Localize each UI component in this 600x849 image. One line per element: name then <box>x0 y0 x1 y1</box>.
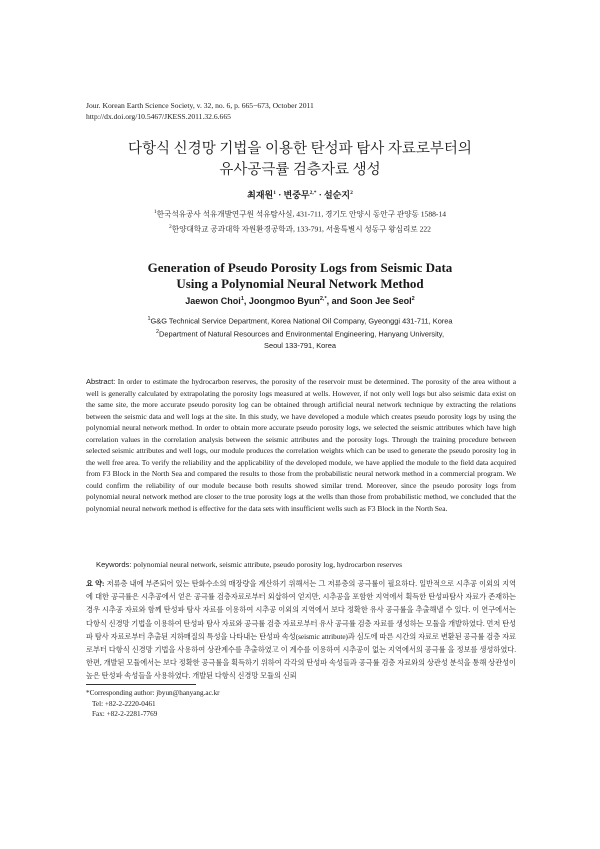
english-title-line1: Generation of Pseudo Porosity Logs from Seismic Data <box>147 260 453 275</box>
korean-summary-label: 요 약: <box>86 580 105 588</box>
korean-affiliation-1 <box>0 206 600 221</box>
korean-authors <box>0 188 600 201</box>
keywords-label: Keywords: <box>96 560 132 569</box>
abstract <box>86 376 516 514</box>
english-author-3: , and Soon Jee Seol <box>326 296 412 306</box>
english-title <box>0 260 600 292</box>
english-author-1: Jaewon Choi <box>185 296 241 306</box>
keywords-text: polynomial neural network, seismic attribute, pseudo porosity log, hydrocarbon reserves <box>131 560 403 569</box>
english-affiliation-1-text: G&G Technical Service Department, Korea National Oil Company, Gyeonggi 431-711, Korea <box>150 316 453 326</box>
english-affiliation-2 <box>0 327 600 340</box>
english-affiliation-2-sup: 2 <box>155 328 160 335</box>
korean-affiliation-2-sup: 2 <box>169 223 172 230</box>
keywords <box>96 559 516 570</box>
english-author-2: , Joongmoo Byun <box>243 296 320 306</box>
english-affiliation-1-sup: 1 <box>147 316 151 322</box>
korean-summary <box>86 578 516 684</box>
korean-title <box>0 139 600 181</box>
journal-doi[interactable]: http://dx.doi.org/10.5467/JKESS.2011.32.6.665 <box>86 112 231 121</box>
english-affiliation-2-text: Department of Natural Resources and Environmental Engineering, Hanyang University, <box>159 329 445 339</box>
abstract-text: In order to estimate the hydrocarbon reserves, the porosity of the reservoir must be determined. The porosity of the area without a well is generally calculated by extrapolating the porosity logs measured at wells. However, if not only well logs but also seismic data exist on the same site, the more accurate pseudo porosity log can be obtained through artificial neural network technique by extracting the relations between the seismic data and well logs at the site. In this study, we have developed a module which creates pseudo porosity logs by using the polynomial neural network method. In order to obtain more accurate pseudo porosity logs, we selected the seismic attributes which have high correlation values in the correlation analysis between the seismic attributes and the porosity logs. Through the training procedure between selected seismic attributes and well logs, our module produces the correlation weights which can be used to generate the pseudo porosity log in the well free area. To verify the reliability and the applicability of the developed module, we have applied the module to the field data acquired from F3 Block in the North Sea and compared the results to those from the probabilistic neural network method in a commercial program. We could confirm the reliability of our module because both results showed similar trend. Moreover, since the pseudo porosity logs from polynomial neural network method are closer to the true porosity logs at the wells than those from probabilistic method, we concluded that the polynomial neural network method is effective for the data sets with insufficient wells such as F3 Block in the North Sea. <box>86 377 516 513</box>
korean-affiliations <box>0 206 600 235</box>
corresponding-author: *Corresponding author: jbyun@hanyang.ac.kr <box>86 689 220 697</box>
korean-author-3: · 설순지 <box>316 190 351 200</box>
abstract-label: Abstract: <box>86 377 116 386</box>
english-author-3-sup: 2 <box>411 296 415 302</box>
korean-author-3-sup: 2 <box>350 190 353 196</box>
journal-header <box>86 100 314 122</box>
korean-summary-text: 저류층 내에 부존되어 있는 탄화수소의 매장량을 계산하기 위해서는 그 저류층의 공극률이 필요하다. 일반적으로 시추공 이외의 지역에 대한 공극률은 시추공에서 얻은 공극률 검층자료로부터 외삽하여 얻지만, 시추공을 포함한 지역에서 획득한 탄성파탐사 자료가 존재하는 경우 시추공 자료와 함께 탄성파 탐사 자료를 이용하여 시추공 이외의 지역에서 보다 정확한 유사 공극률을 추출해낼 수 있다. 이 연구에서는 다항식 신경망 기법을 이용하여 탄성파 탐사 자료와 공극률 검층 자료로부터 유사 공극률 검층 자료를 생성하는 모듈을 개발하였다. 먼저 탄성파 탐사 자료로부터 추출된 지하매질의 특성을 나타내는 탄성파 속성(seismic attribute)과 심도에 따른 시간의 자료로 변환된 공극률 검층 자료로부터 다항식 신경망 기법을 사용하여 상관계수를 추출하였고 이 계수를 이용하여 시추공이 없는 지역에서의 공극률 을 정보를 생성하였다. 한편, 개발된 모듈에서는 보다 정확한 공극률을 획득하기 위하여 각각의 탄성파 속성들과 공극률 검층 자료와의 상관성 분석을 통해 상관성이 높은 탄성파 속성들을 사용하였다. 개발된 다항식 신경망 모듈의 신뢰 <box>86 580 517 681</box>
footnote-divider <box>86 684 196 685</box>
korean-affiliation-2 <box>0 221 600 236</box>
english-affiliation-3: Seoul 133-791, Korea <box>264 340 336 350</box>
korean-author-2-sup: 2,* <box>309 190 317 196</box>
english-affiliation-1 <box>0 314 600 327</box>
english-author-2-sup: 2,* <box>319 296 327 302</box>
korean-author-1-sup: 1 <box>273 190 277 196</box>
corresponding-fax: Fax: +82-2-2281-7769 <box>92 710 158 718</box>
korean-title-line2: 유사공극률 검층자료 생성 <box>219 162 381 178</box>
english-title-line2: Using a Polynomial Neural Network Method <box>176 276 424 291</box>
english-affiliations <box>0 314 600 351</box>
korean-affiliation-1-text: 한국석유공사 석유개발연구원 석유탐사실, 431-711, 경기도 안양시 동안구 관양동 1588-14 <box>156 209 447 219</box>
korean-affiliation-2-text: 한양대학교 공과대학 자원환경공학과, 133-791, 서울특별시 성동구 왕십리로 222 <box>171 224 431 234</box>
english-author-1-sup: 1 <box>240 296 244 302</box>
korean-author-1: 최재원 <box>247 190 274 200</box>
korean-affiliation-1-sup: 1 <box>153 209 157 215</box>
korean-title-line1: 다항식 신경망 기법을 이용한 탄성파 탐사 자료로부터의 <box>128 141 472 157</box>
corresponding-tel: Tel: +82-2-2220-0461 <box>92 699 156 708</box>
korean-author-2: · 변중무 <box>276 190 310 200</box>
correspondence-footnote <box>86 688 220 720</box>
journal-citation: Jour. Korean Earth Science Society, v. 32, no. 6, p. 665−673, October 2011 <box>86 101 314 110</box>
english-authors <box>0 296 600 306</box>
